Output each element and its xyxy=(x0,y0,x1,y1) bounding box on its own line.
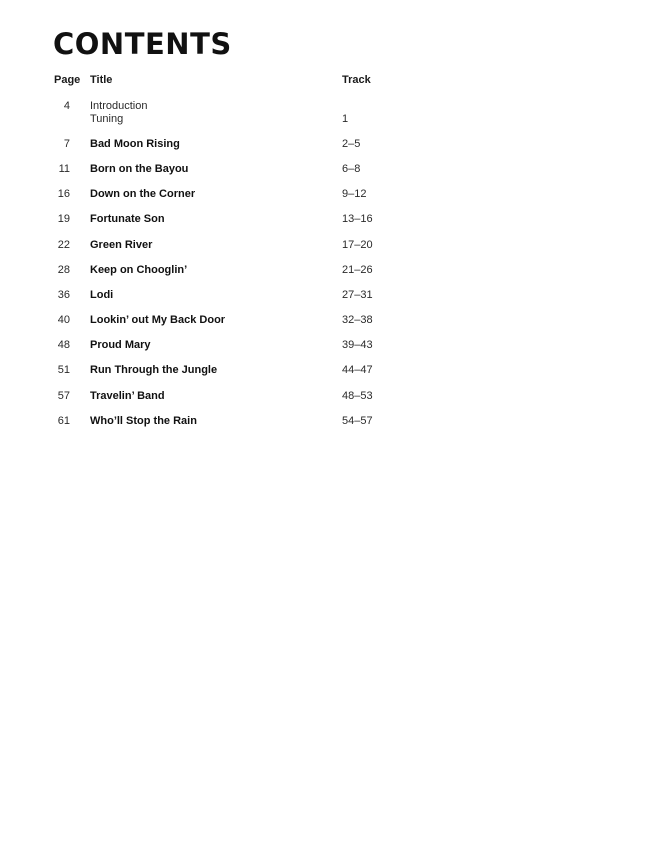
toc-entry-track: 54–57 xyxy=(342,415,373,427)
column-header-title: Title xyxy=(90,74,113,86)
toc-entry-title: Fortunate Son xyxy=(90,213,165,225)
toc-entry-track: 44–47 xyxy=(342,364,373,376)
toc-entry xyxy=(0,414,648,428)
toc-entry-title: Lodi xyxy=(90,289,114,301)
toc-entry-title: Keep on Chooglin’ xyxy=(90,264,188,276)
toc-entry-page: 48 xyxy=(57,339,70,351)
toc-entry-title: Proud Mary xyxy=(90,339,151,351)
toc-entry-track: 17–20 xyxy=(342,239,373,251)
toc-entry-track: 48–53 xyxy=(342,390,373,402)
toc-entry-track: 21–26 xyxy=(342,264,373,276)
toc-entry-title: Bad Moon Rising xyxy=(90,138,180,150)
toc-entry xyxy=(0,162,648,176)
toc-entry xyxy=(0,263,648,277)
toc-entry xyxy=(0,99,648,113)
toc-entry xyxy=(0,389,648,403)
toc-entry-track: 2–5 xyxy=(342,138,361,150)
toc-entry-page: 36 xyxy=(57,289,70,301)
toc-entry xyxy=(0,112,648,126)
toc-entry-track: 27–31 xyxy=(342,289,373,301)
column-header-track: Track xyxy=(342,74,371,86)
toc-entry-track: 9–12 xyxy=(342,188,367,200)
toc-entry-title: Run Through the Jungle xyxy=(90,364,218,376)
toc-entry-title: Tuning xyxy=(90,113,124,125)
toc-entry-track: 13–16 xyxy=(342,213,373,225)
column-header-page: Page xyxy=(54,74,81,86)
toc-entry-page: 22 xyxy=(57,239,70,251)
toc-entry-page: 11 xyxy=(58,163,70,175)
toc-entry xyxy=(0,363,648,377)
toc-entry-title: Lookin’ out My Back Door xyxy=(90,314,226,326)
toc-entry-title: Green River xyxy=(90,239,153,251)
toc-entry-page: 7 xyxy=(63,138,70,150)
toc-entry-title: Born on the Bayou xyxy=(90,163,189,175)
toc-entry xyxy=(0,212,648,226)
toc-entry xyxy=(0,313,648,327)
toc-entry xyxy=(0,137,648,151)
toc-entry-track: 6–8 xyxy=(342,163,361,175)
toc-entry-page: 61 xyxy=(57,415,70,427)
toc-entry-page: 28 xyxy=(57,264,70,276)
toc-entry-page: 4 xyxy=(63,100,70,112)
toc-entry-title: Introduction xyxy=(90,100,148,112)
toc-entry-page: 57 xyxy=(57,390,70,402)
toc-entry-page: 16 xyxy=(57,188,70,200)
toc-entry-page: 19 xyxy=(57,213,70,225)
toc-entry xyxy=(0,238,648,252)
toc-entry-page: 51 xyxy=(57,364,70,376)
toc-entry-page: 40 xyxy=(57,314,70,326)
page-title: CONTENTS xyxy=(53,26,232,62)
toc-entry-track: 1 xyxy=(342,113,349,125)
toc-entry-title: Who’ll Stop the Rain xyxy=(90,415,197,427)
toc-entry-track: 39–43 xyxy=(342,339,373,351)
toc-entry xyxy=(0,338,648,352)
toc-entry-track: 32–38 xyxy=(342,314,373,326)
toc-entry xyxy=(0,187,648,201)
toc-entry-title: Travelin’ Band xyxy=(90,390,165,402)
toc-entry-title: Down on the Corner xyxy=(90,188,196,200)
toc-entry xyxy=(0,288,648,302)
